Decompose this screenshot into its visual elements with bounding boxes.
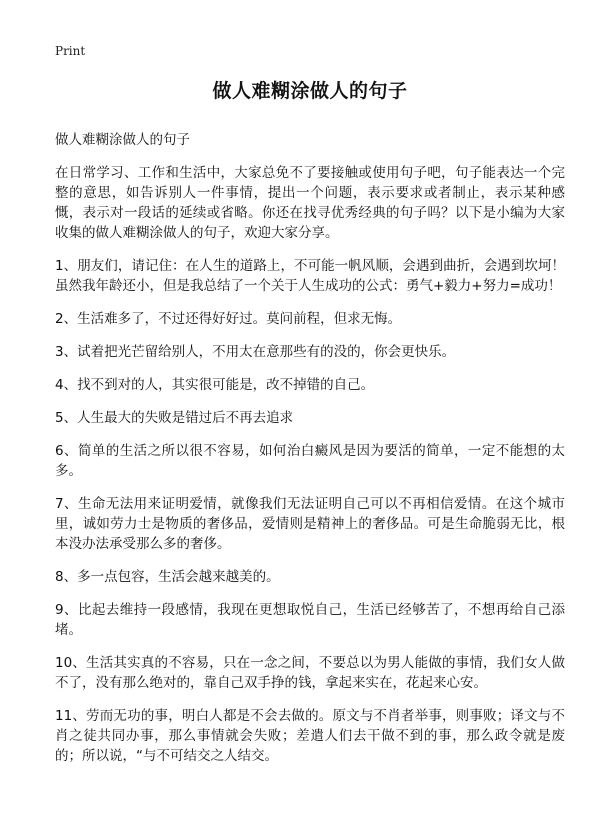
sentence-item: 7、生命无法用来证明爱情，就像我们无法证明自己可以不再相信爱情。在这个城市里，诚如劳力士是物质的奢侈品，爱情则是精神上的奢侈品。可是生命脆弱无比，根本没办法承受那么多的奢侈。 <box>55 496 565 552</box>
print-link[interactable]: Print <box>55 44 86 58</box>
sentence-item: 8、多一点包容，生活会越来越美的。 <box>55 569 280 585</box>
sentence-item: 10、生活其实真的不容易，只在一念之间，不要总以为男人能做的事情，我们女人做不了，没有那么绝对的，靠自己双手挣的钱，拿起来实在，花起来心安。 <box>55 655 565 691</box>
intro-paragraph: 在日常学习、工作和生活中，大家总免不了要接触或使用句子吧，句子能表达一个完整的意思，如告诉别人一件事情，提出一个问题，表示要求或者制止，表示某种感慨，表示对一段话的延续或省略。你还在找寻优秀经典的句子吗？以下是小编为大家收集的做人难糊涂做人的句子，欢迎大家分享。 <box>55 165 565 241</box>
article-subtitle: 做人难糊涂做人的句子 <box>55 132 190 148</box>
sentence-item: 11、劳而无功的事，明白人都是不会去做的。原文与不肖者举事，则事败；译文与不肖之徒共同办事，那么事情就会失败；差遣人们去干做不到的事，那么政令就是废的；所以说，“与不可结交之人结交。 <box>55 708 565 764</box>
sentence-item: 3、试着把光芒留给别人，不用太在意那些有的没的，你会更快乐。 <box>55 344 456 360</box>
sentence-item: 4、找不到对的人，其实很可能是，改不掉错的自己。 <box>55 377 375 393</box>
article <box>55 74 565 779</box>
sentence-item: 9、比起去维持一段感情，我现在更想取悦自己，生活已经够苦了，不想再给自己添堵。 <box>55 602 565 638</box>
sentence-item: 6、简单的生活之所以很不容易，如何治白癜风是因为要活的简单，一定不能想的太多。 <box>55 443 565 479</box>
page-title: 做人难糊涂做人的句子 <box>212 80 408 102</box>
sentence-item: 1、朋友们，请记住：在人生的道路上，不可能一帆风顺，会遇到曲折，会遇到坎坷！虽然我年龄还小，但是我总结了一个关于人生成功的公式：勇气+毅力+努力=成功！ <box>55 258 565 294</box>
sentence-item: 2、生活难多了，不过还得好好过。莫问前程，但求无悔。 <box>55 311 402 327</box>
sentence-item: 5、人生最大的失败是错过后不再去追求 <box>55 410 294 426</box>
